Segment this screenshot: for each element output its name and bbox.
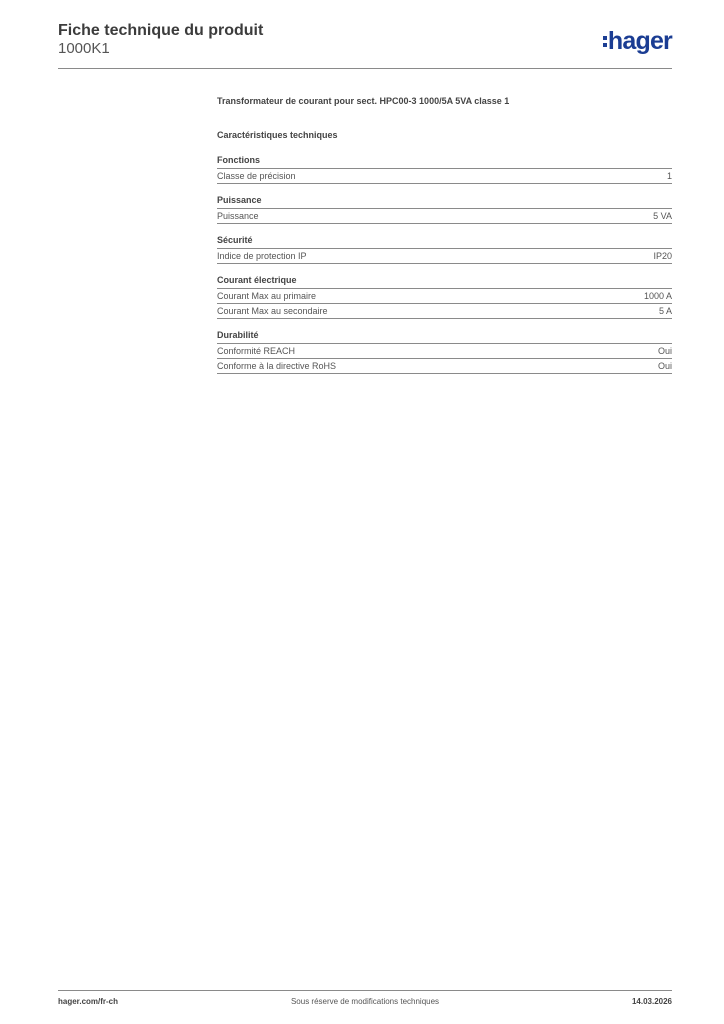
specs-heading: Caractéristiques techniques (217, 130, 338, 140)
spec-label: Indice de protection IP (217, 251, 307, 261)
footer-website: hager.com/fr-ch (58, 997, 119, 1006)
spec-value: Oui (657, 361, 672, 371)
product-description: Transformateur de courant pour sect. HPC00-3 1000/5A 5VA classe 1 (217, 96, 510, 106)
spec-group-fonctions (217, 155, 672, 184)
spec-value: 5 A (658, 306, 672, 316)
header-divider (58, 68, 672, 69)
spec-row (217, 249, 672, 264)
spec-row (217, 359, 672, 374)
hager-logo (603, 26, 672, 56)
spec-group-durabilite (217, 330, 672, 374)
footer-date: 14.03.2026 (631, 997, 672, 1006)
spec-value: 1000 A (643, 291, 672, 301)
spec-label: Classe de précision (217, 171, 296, 181)
spec-group-title: Durabilité (217, 330, 259, 340)
logo-wordmark: hager (607, 26, 672, 55)
spec-value: 1 (666, 171, 672, 181)
spec-group-title: Sécurité (217, 235, 253, 245)
spec-value: Oui (657, 346, 672, 356)
spec-value: 5 VA (653, 211, 672, 221)
spec-label: Courant Max au secondaire (217, 306, 328, 316)
spec-value: IP20 (653, 251, 672, 261)
footer-divider (58, 990, 672, 991)
footer-disclaimer: Sous réserve de modifications techniques (290, 997, 440, 1006)
spec-row (217, 289, 672, 304)
spec-content (217, 96, 672, 374)
logo-dots-icon (603, 36, 607, 47)
spec-group-title: Puissance (217, 195, 262, 205)
page-footer (58, 997, 672, 1009)
page-header (58, 22, 672, 68)
spec-row (217, 304, 672, 319)
spec-group-puissance (217, 195, 672, 224)
spec-row (217, 344, 672, 359)
spec-label: Courant Max au primaire (217, 291, 317, 301)
document-title: Fiche technique du produit (58, 22, 264, 39)
spec-label: Puissance (217, 211, 259, 221)
spec-group-securite (217, 235, 672, 264)
spec-group-title: Fonctions (217, 155, 260, 165)
spec-group-title: Courant électrique (217, 275, 297, 285)
spec-row (217, 209, 672, 224)
spec-row (217, 169, 672, 184)
spec-group-courant (217, 275, 672, 319)
product-reference: 1000K1 (58, 40, 110, 57)
spec-label: Conforme à la directive RoHS (217, 361, 337, 371)
spec-label: Conformité REACH (217, 346, 296, 356)
